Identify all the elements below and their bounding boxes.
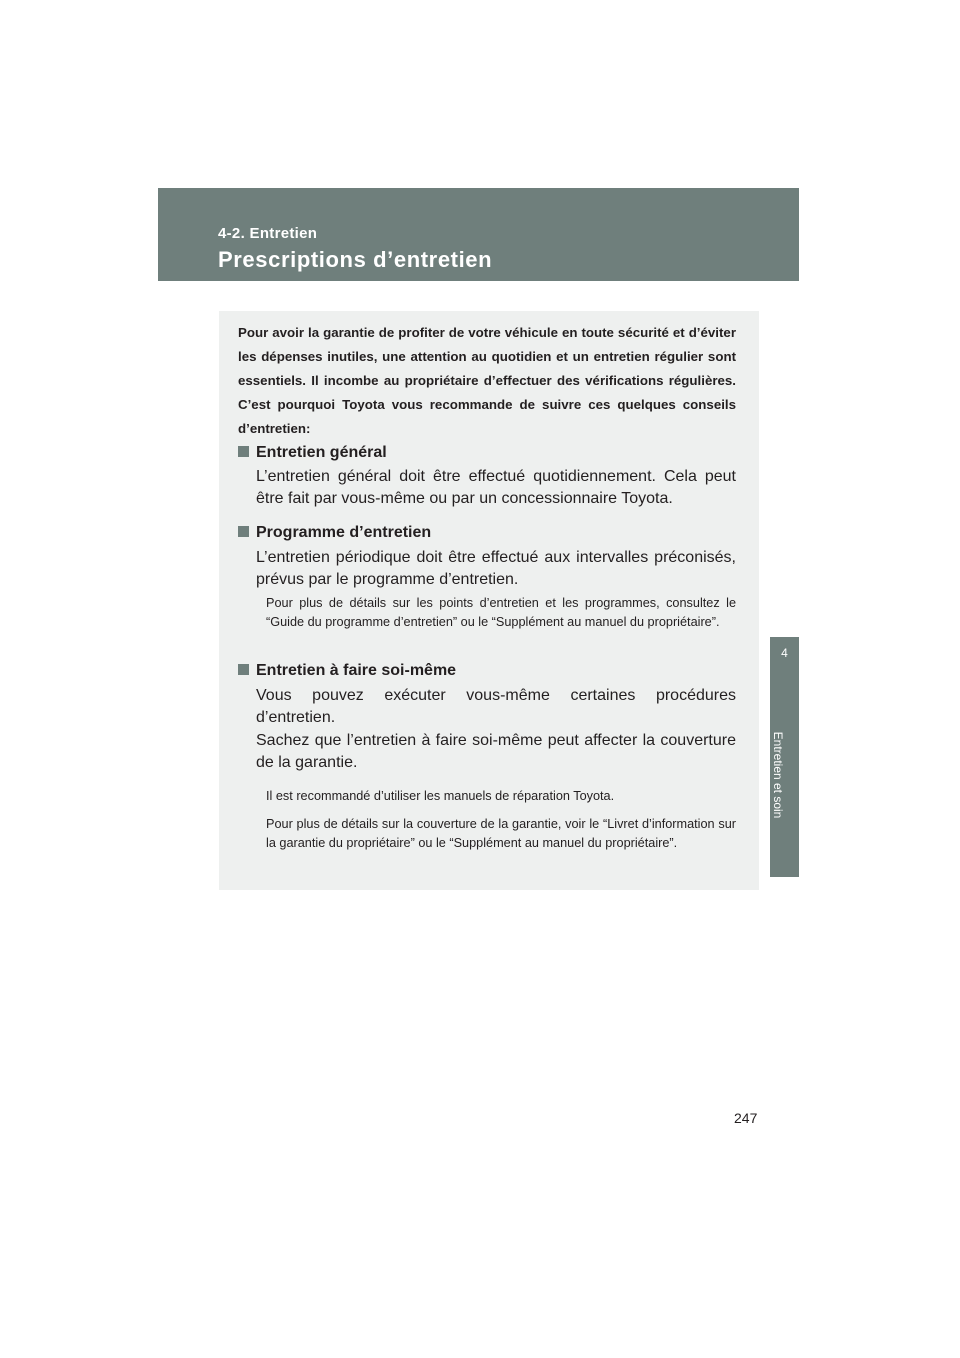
content-box [219,311,759,890]
page-header [158,188,799,281]
section-text-general: L’entretien général doit être effectué quotidiennement. Cela peut être fait par vous-même ou par un concessionnaire Toyota. [256,468,736,507]
section-title-diy [256,662,456,680]
section-text-diy: Vous pouvez exécuter vous-même certaines procédures d’entretien. [256,687,736,726]
section-note-diy-manuals: Il est recommandé d’utiliser les manuels de réparation Toyota. [266,789,615,803]
section-title-text: Programme d’entretien [256,524,432,541]
section-note-diy-warranty: Pour plus de détails sur la couverture de la garantie, voir le “Livret d’information sur la garantie du propriétaire” ou le “Supplément au manuel du propriétaire”. [266,817,736,850]
section-note-programme: Pour plus de détails sur les points d’entretien et les programmes, consultez le “Guide du programme d’entretien” ou le “Supplément au manuel du propriétaire”. [266,596,736,629]
section-title-general [256,444,387,462]
chapter-label: Entretien et soin [771,731,785,819]
section-title-programme [256,524,431,542]
section-title-text: Entretien général [256,444,387,461]
page-title: Prescriptions d’entretien [218,247,493,272]
square-bullet-icon [238,446,249,457]
section-title-text: Entretien à faire soi-même [256,662,457,679]
chapter-number: 4 [781,646,788,660]
chapter-side-tab [770,637,799,877]
square-bullet-icon [238,526,249,537]
section-label: 4-2. Entretien [218,225,318,242]
square-bullet-icon [238,664,249,675]
intro-paragraph: Pour avoir la garantie de profiter de votre véhicule en toute sécurité et d’éviter les dépenses inutiles, une attention au quotidien et un entretien régulier sont essentiels. Il incombe au propriétaire d’effectuer des vérifications régulières. C’est pourquoi Toyota vous recommande de suivre ces quelques conseils d’entretien: [238,325,736,436]
section-text-diy-warranty: Sachez que l’entretien à faire soi-même peut affecter la couverture de la garantie. [256,732,736,771]
page-number: 247 [734,1110,758,1126]
section-text-programme: L’entretien périodique doit être effectué aux intervalles préconisés, prévus par le programme d’entretien. [256,549,736,588]
